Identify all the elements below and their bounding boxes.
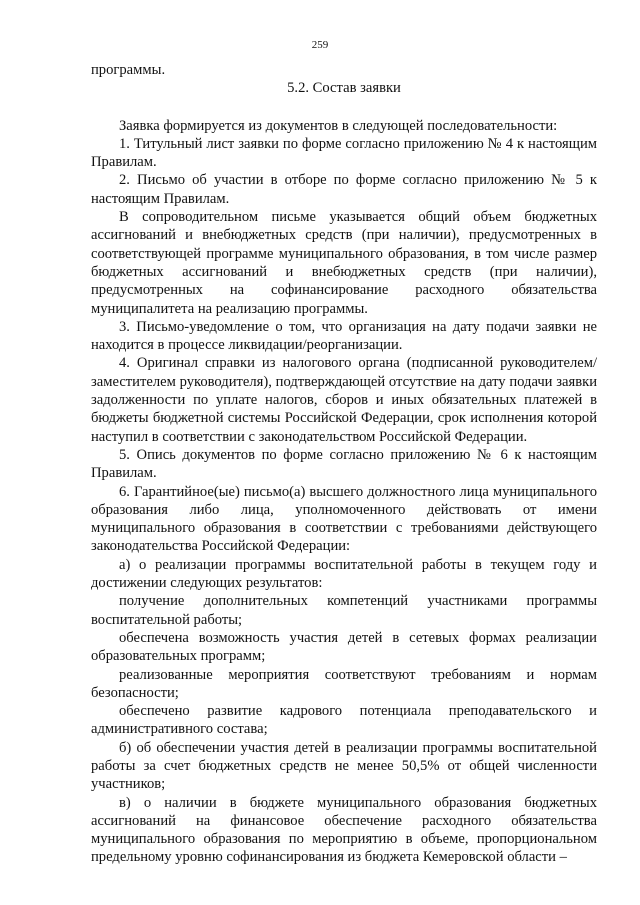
section-heading: 5.2. Состав заявки	[287, 80, 401, 97]
paragraph-result-network: обеспечена возможность участия детей в сетевых формах реализации образовательных программ;	[91, 629, 597, 665]
paragraph-subitem-b: б) об обеспечении участия детей в реализации программы воспитательной работы за счет бюджетных средств не менее 50,5% от общей численности участников;	[91, 739, 597, 793]
paragraph-item-2: 2. Письмо об участии в отборе по форме согласно приложению № 5 к настоящим Правилам.	[91, 172, 597, 207]
paragraph-item-5: 5. Опись документов по форме согласно приложению № 6 к настоящим Правилам.	[91, 446, 597, 482]
paragraph-intro: Заявка формируется из документов в следующей последовательности:	[119, 117, 558, 134]
paragraph-item-1: 1. Титульный лист заявки по форме согласно приложению № 4 к настоящим Правилам.	[91, 135, 597, 171]
paragraph-result-safety: реализованные мероприятия соответствуют требованиям и нормам безопасности;	[91, 666, 597, 701]
paragraph-subitem-a: а) о реализации программы воспитательной работы в текущем году и достижении следующих результатов:	[91, 556, 597, 592]
paragraph-item-6: 6. Гарантийное(ые) письмо(а) высшего должностного лица муниципального образования либо лица, уполномоченного действовать от имени муниципального образования в соответствии с требованиями действующего законодательства Российской Федерации:	[91, 483, 597, 555]
paragraph-item-4: 4. Оригинал справки из налогового органа (подписанной руководителем/заместителем руководителя), подтверждающей отсутствие на дату подачи заявки задолженности по уплате налогов, сборов и иных обязательных платежей в бюджеты бюджетной системы Российской Федерации, срок исполнения которой наступил в соответствии с законодательством Российской Федерации.	[91, 355, 597, 445]
document-body	[91, 61, 597, 867]
paragraph-result-staff: обеспечено развитие кадрового потенциала преподавательского и административного состава;	[91, 703, 597, 738]
paragraph-cover-letter: В сопроводительном письме указывается общий объем бюджетных ассигнований и внебюджетных средств (при наличии), предусмотренных в соответствующей программе муниципального образования, в том числе размер бюджетных ассигнований и внебюджетных средств (при наличии), предусмотренных на софинансирование расходного обязательства муниципалитета на реализацию программы.	[91, 209, 597, 317]
page-number: 259	[311, 39, 329, 51]
lead-fragment: программы.	[91, 62, 166, 78]
paragraph-item-3: 3. Письмо-уведомление о том, что организация на дату подачи заявки не находится в процессе ликвидации/реорганизации.	[91, 318, 597, 354]
paragraph-result-competencies: получение дополнительных компетенций участниками программы воспитательной работы;	[91, 593, 597, 628]
paragraph-subitem-v: в) о наличии в бюджете муниципального образования бюджетных ассигнований на финансовое обеспечение расходного обязательства муниципального образования по мероприятию в объеме, пропорциональном предельному уровню софинансирования из бюджета Кемеровской области –	[91, 794, 597, 866]
